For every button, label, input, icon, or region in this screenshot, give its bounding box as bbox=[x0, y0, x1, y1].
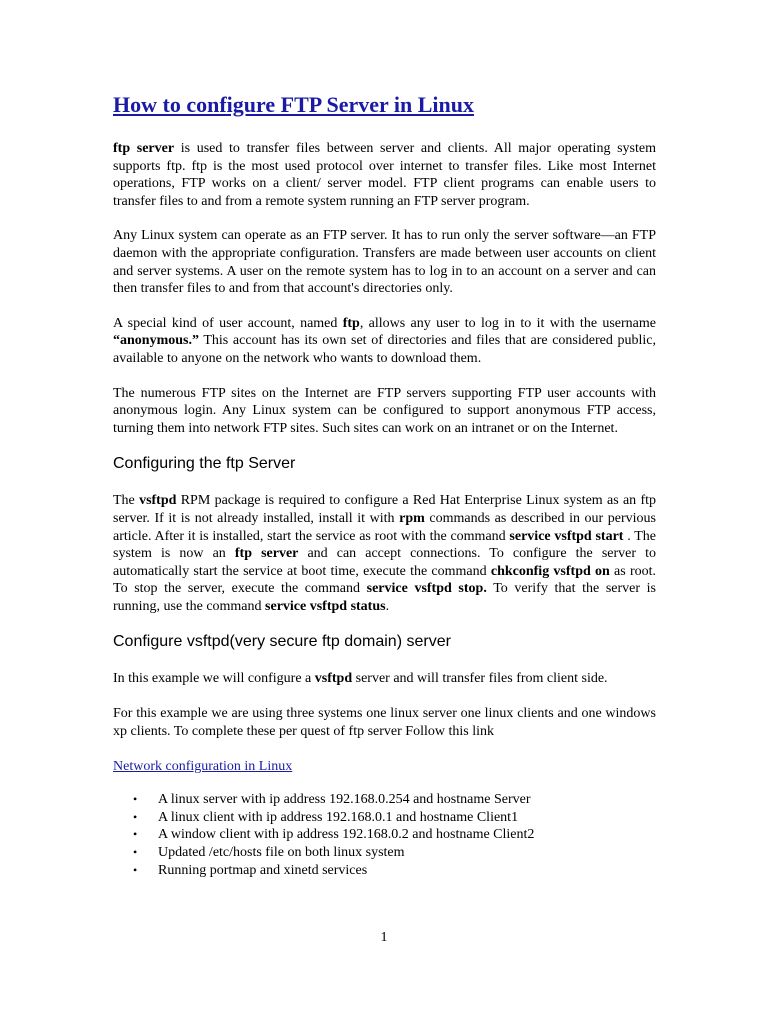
bold-term: chkconfig vsftpd on bbox=[490, 563, 610, 579]
list-item-text: Running portmap and xinetd services bbox=[158, 863, 368, 879]
text-run: The numerous FTP sites on the Internet are FTP servers supporting FTP user accounts with anonymous login. Any Linux system can be configured to support anonymous FTP access, turning them into network FTP sites. Such sites can work on an intranet or on the Internet. bbox=[113, 385, 656, 436]
text-run: . The system is now an bbox=[113, 528, 656, 562]
network-configuration-link[interactable]: Network configuration in Linux bbox=[113, 759, 293, 775]
text-run: server and will transfer files from client side. bbox=[352, 671, 608, 687]
text-run: RPM package is required to configure a Red Hat Enterprise Linux system as an ftp server. If it is not already installed, install it with bbox=[113, 493, 656, 526]
list-item-text: A linux client with ip address 192.168.0.1 and hostname Client1 bbox=[158, 809, 519, 825]
bold-term: ftp server bbox=[113, 141, 175, 156]
text-run: A special kind of user account, named bbox=[113, 315, 343, 331]
text-run: and can accept connections. To configure the server to automatically start the service at boot time, execute the command bbox=[113, 546, 656, 579]
page-title[interactable]: How to configure FTP Server in Linux bbox=[113, 92, 474, 117]
bullet-icon: • bbox=[133, 863, 138, 878]
bold-term: rpm bbox=[399, 510, 425, 526]
text-run: as root. To stop the server, execute the command bbox=[113, 563, 657, 597]
list-item bbox=[133, 791, 656, 809]
document-page bbox=[113, 88, 656, 880]
text-run: In this example we will configure a bbox=[113, 671, 315, 687]
text-run: Any Linux system can operate as an FTP server. It has to run only the server software—an FTP daemon with the appropriate configuration. Transfers are made between user accounts on client and server systems. A user on the remote system has to log in to an account on a server and can then transfer files to and from that account's directories only. bbox=[113, 228, 656, 297]
text-run: is used to transfer files between server and clients. All major operating system supports ftp. ftp is the most used protocol over internet to transfer files. Like most Internet operations, FTP works on a client/ server model. FTP client programs can enable users to transfer files to and from a remote system running an FTP server program. bbox=[113, 141, 656, 209]
list-item-text: A window client with ip address 192.168.0.2 and hostname Client2 bbox=[158, 827, 535, 843]
bold-term: vsftpd bbox=[139, 493, 177, 509]
bold-term: ftp bbox=[342, 315, 360, 331]
list-item bbox=[133, 809, 656, 827]
bold-term: service vsftpd stop. bbox=[366, 581, 487, 597]
list-item bbox=[133, 826, 656, 844]
bullet-icon: • bbox=[133, 827, 138, 842]
list-item bbox=[133, 844, 656, 862]
text-run: , allows any user to log in to it with the username bbox=[359, 315, 656, 331]
paragraph-vsftpd-package bbox=[113, 492, 656, 615]
paragraph-systems bbox=[113, 705, 656, 740]
bullet-icon: • bbox=[133, 845, 138, 860]
text-run: For this example we are using three systems one linux server one linux clients and one windows xp clients. To complete these per quest of ftp server Follow this link bbox=[113, 706, 656, 739]
paragraph-intro bbox=[113, 140, 656, 210]
bold-term: “anonymous.” bbox=[113, 333, 199, 349]
bold-term: vsftpd bbox=[314, 671, 353, 687]
bullet-icon: • bbox=[133, 809, 138, 824]
text-run: . bbox=[385, 598, 390, 614]
list-item-text: A linux server with ip address 192.168.0.254 and hostname Server bbox=[158, 791, 531, 807]
bold-term: service vsftpd start bbox=[509, 528, 624, 544]
paragraph-example bbox=[113, 670, 656, 688]
heading-configure-vsftpd: Configure vsftpd(very secure ftp domain) server bbox=[113, 633, 451, 651]
text-run: The bbox=[113, 493, 140, 509]
paragraph-anonymous bbox=[113, 315, 656, 368]
page-number: 1 bbox=[380, 930, 388, 945]
text-run: commands as described in our pervious article. After it is installed, start the service as root with the command bbox=[113, 510, 656, 544]
paragraph-linux-ftp bbox=[113, 227, 656, 297]
bold-term: service vsftpd status bbox=[265, 598, 386, 614]
text-run: This account has its own set of directories and files that are considered public, available to anyone on the network who wants to download them. bbox=[113, 333, 656, 366]
list-item bbox=[133, 862, 656, 880]
paragraph-ftp-sites bbox=[113, 385, 656, 438]
bullet-icon: • bbox=[133, 791, 138, 806]
bold-term: ftp server bbox=[234, 546, 299, 562]
text-run: To verify that the server is running, use the command bbox=[113, 581, 656, 614]
requirements-list bbox=[113, 791, 656, 880]
heading-configuring: Configuring the ftp Server bbox=[113, 455, 296, 473]
list-item-text: Updated /etc/hosts file on both linux system bbox=[158, 845, 405, 861]
